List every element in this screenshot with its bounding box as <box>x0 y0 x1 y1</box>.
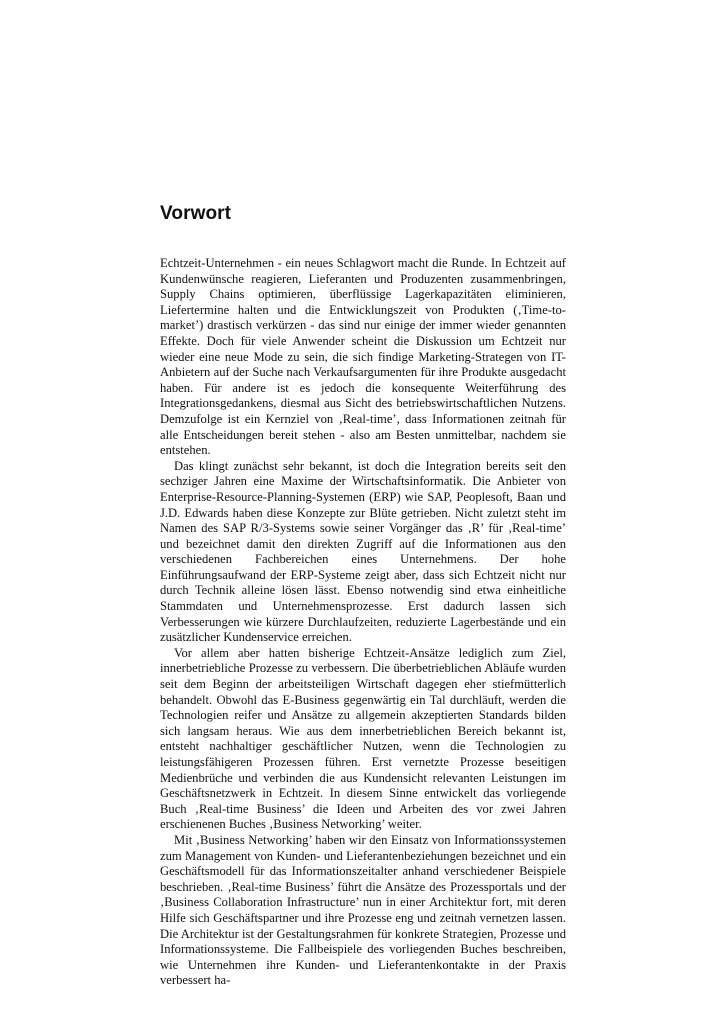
preface-body <box>160 256 566 989</box>
paragraph-1: Echtzeit-Unternehmen - ein neues Schlagwort macht die Runde. In Echtzeit auf Kundenwünsche reagieren, Lieferanten und Produzenten zusammenbringen, Supply Chains optimieren, überflüssige Lagerkapazitäten eliminieren, Liefertermine halten und die Entwicklungszeit von Produkten (‚Time-to-market’) drastisch verkürzen - das sind nur einige der immer wieder genannten Effekte. Doch für viele Anwender scheint die Diskussion um Echtzeit nur wieder eine neue Mode zu sein, die sich findige Marketing-Strategen von IT-Anbietern auf der Suche nach Verkaufsargumenten für ihre Produkte ausgedacht haben. Für andere ist es jedoch die konsequente Weiterführung des Integrationsgedankens, diesmal aus Sicht des betriebswirtschaftlichen Nutzens. Demzufolge ist ein Kernziel von ‚Real-time’, dass Informationen zeitnah für alle Entscheidungen bereit stehen - also am Besten unmittelbar, nachdem sie entstehen. <box>160 256 566 458</box>
page-title: Vorwort <box>160 203 232 224</box>
paragraph-2: Das klingt zunächst sehr bekannt, ist doch die Integration bereits seit den sechziger Jahren eine Maxime der Wirtschaftsinformatik. Die Anbieter von Enterprise-Resource-Planning-Systemen (ERP) wie SAP, Peoplesoft, Baan und J.D. Edwards haben diese Konzepte zur Blüte getrieben. Nicht zuletzt steht im Namen des SAP R/3-Systems sowie seiner Vorgänger das ‚R’ für ‚Real-time’ und bezeichnet damit den direkten Zugriff auf die Informationen aus den verschiedenen Fachbereichen eines Unternehmens. Der hohe Einführungsaufwand der ERP-Systeme zeigt aber, dass sich Echtzeit nicht nur durch Technik alleine lösen lässt. Ebenso notwendig sind etwa einheitliche Stammdaten und Unternehmensprozesse. Erst dadurch lassen sich Verbesserungen wie kürzere Durchlaufzeiten, reduzierte Lagerbestände und ein zusätzlicher Kundenservice erreichen. <box>160 458 566 645</box>
paragraph-4: Mit ‚Business Networking’ haben wir den Einsatz von Informationssystemen zum Management von Kunden- und Lieferantenbeziehungen bezeichnet und ein Geschäftsmodell für das Informationszeitalter anhand verschiedener Beispiele beschrieben. ‚Real-time Business’ führt die Ansätze des Prozessportals und der ‚Business Collaboration Infrastructure’ nun in einer Architektur fort, mit deren Hilfe sich Geschäftspartner und ihre Prozesse eng und zeitnah vernetzen lassen. Die Architektur ist der Gestaltungsrahmen für konkrete Strategien, Prozesse und Informationssysteme. Die Fallbeispiele des vorliegenden Buches beschreiben, wie Unternehmen ihre Kunden- und Lieferantenkontakte in der Praxis verbessert ha- <box>160 832 566 988</box>
paragraph-3: Vor allem aber hatten bisherige Echtzeit-Ansätze lediglich zum Ziel, innerbetriebliche Prozesse zu verbessern. Die überbetrieblichen Abläufe wurden seit dem Beginn der arbeitsteiligen Wirtschaft dagegen eher stiefmütterlich behandelt. Obwohl das E-Business gegenwärtig ein Tal durchläuft, werden die Technologien reifer und Ansätze zu allgemein akzeptierten Standards bilden sich langsam heraus. Wie aus dem innerbetrieblichen Bereich bekannt ist, entsteht nachhaltiger geschäftlicher Nutzen, wenn die Technologien zu leistungsfähigeren Prozessen führen. Erst vernetzte Prozesse beseitigen Medienbrüche und verbinden die aus Kundensicht relevanten Leistungen im Geschäftsnetzwerk in Echtzeit. In diesem Sinne entwickelt das vorliegende Buch ‚Real-time Business’ die Ideen und Arbeiten des vor zwei Jahren erschienenen Buches ‚Business Networking’ weiter. <box>160 645 566 832</box>
